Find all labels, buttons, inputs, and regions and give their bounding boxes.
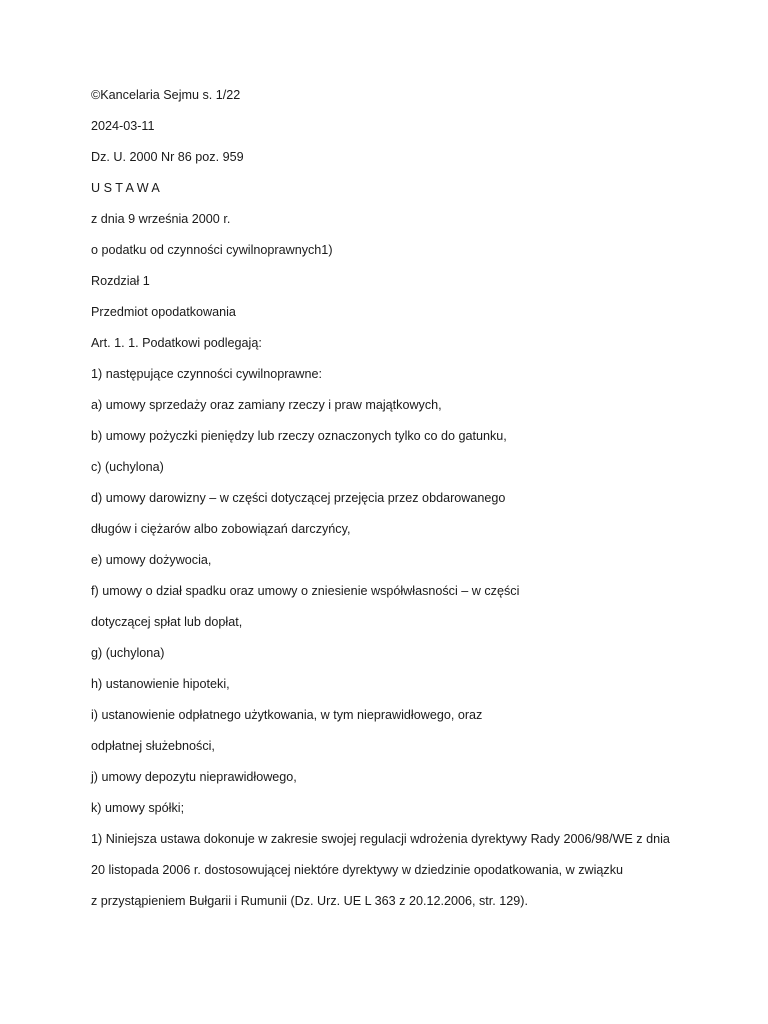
document-body (91, 86, 681, 923)
copyright-line: ©Kancelaria Sejmu s. 1/22 (91, 88, 241, 102)
article-item: h) ustanowienie hipoteki, (91, 677, 230, 691)
article-item: i) ustanowienie odpłatnego użytkowania, w tym nieprawidłowego, oraz (91, 708, 483, 722)
chapter-name: Przedmiot opodatkowania (91, 305, 236, 319)
act-type-heading: U S T A W A (91, 181, 160, 195)
article-item: j) umowy depozytu nieprawidłowego, (91, 770, 297, 784)
article-item: c) (uchylona) (91, 460, 164, 474)
article-item: k) umowy spółki; (91, 801, 185, 815)
article-item-continuation: długów i ciężarów albo zobowiązań darczyńcy, (91, 522, 351, 536)
document-date: 2024-03-11 (91, 119, 155, 133)
article-item: f) umowy o dział spadku oraz umowy o zniesienie współwłasności – w części (91, 584, 520, 598)
footnote-line-1: 1) Niniejsza ustawa dokonuje w zakresie swojej regulacji wdrożenia dyrektywy Rady 2006/98/WE z dnia (91, 832, 670, 846)
footnote-line-2: 20 listopada 2006 r. dostosowującej niektóre dyrektywy w dziedzinie opodatkowania, w związku (91, 863, 624, 877)
chapter-number: Rozdział 1 (91, 274, 150, 288)
act-title: o podatku od czynności cywilnoprawnych1) (91, 243, 333, 257)
article-item: b) umowy pożyczki pieniędzy lub rzeczy oznaczonych tylko co do gatunku, (91, 429, 507, 443)
footnote-line-3: z przystąpieniem Bułgarii i Rumunii (Dz. Urz. UE L 363 z 20.12.2006, str. 129). (91, 894, 529, 908)
act-date-line: z dnia 9 września 2000 r. (91, 212, 231, 226)
article-heading: Art. 1. 1. Podatkowi podlegają: (91, 336, 262, 350)
article-item-continuation: dotyczącej spłat lub dopłat, (91, 615, 243, 629)
article-item: d) umowy darowizny – w części dotyczącej przejęcia przez obdarowanego (91, 491, 506, 505)
article-item: e) umowy dożywocia, (91, 553, 212, 567)
journal-reference: Dz. U. 2000 Nr 86 poz. 959 (91, 150, 244, 164)
article-item-continuation: odpłatnej służebności, (91, 739, 215, 753)
article-item: g) (uchylona) (91, 646, 165, 660)
article-item: a) umowy sprzedaży oraz zamiany rzeczy i praw majątkowych, (91, 398, 442, 412)
article-point-1: 1) następujące czynności cywilnoprawne: (91, 367, 323, 381)
